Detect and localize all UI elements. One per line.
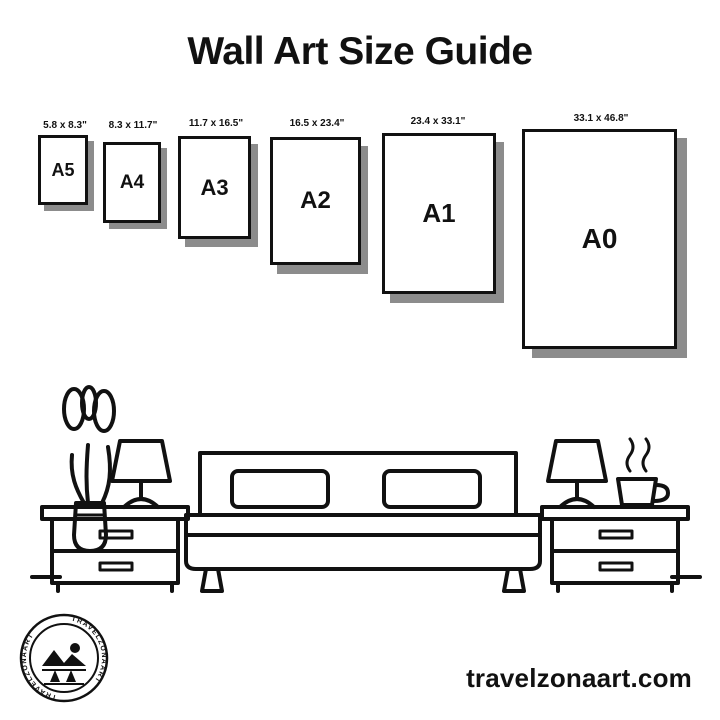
frame-label-a4: A4 <box>119 171 145 193</box>
right-table-lamp <box>548 441 606 507</box>
frame-dimensions-a2: 16.5 x 23.4" <box>289 118 345 129</box>
coffee-cup <box>618 439 668 505</box>
svg-text:TRAVELZONAART: TRAVELZONAART <box>70 615 108 685</box>
steam-right <box>643 439 649 471</box>
frame-label-a2: A2 <box>300 187 331 214</box>
drawer-handle-bottom-right <box>600 563 632 570</box>
frame-dimensions-a0: 33.1 x 46.8" <box>573 113 629 124</box>
left-table-lamp <box>112 441 170 507</box>
frame-a1 <box>382 133 496 294</box>
drawer-handle-top-right <box>600 531 632 538</box>
svg-text:TRAVELZONAART: TRAVELZONAART <box>20 631 58 701</box>
frame-a3 <box>178 136 251 239</box>
frame-a2 <box>270 137 361 265</box>
pillow-right <box>384 471 480 507</box>
drawer-handle-bottom-left <box>100 563 132 570</box>
website-url: travelzonaart.com <box>466 663 692 693</box>
steam-left <box>627 439 633 471</box>
right-nightstand <box>542 507 688 591</box>
bed-leg-right <box>504 569 524 591</box>
page-title: Wall Art Size Guide <box>187 30 533 73</box>
frame-size-row <box>0 110 720 400</box>
bedroom-scene <box>0 375 720 605</box>
frame-label-a3: A3 <box>200 174 229 200</box>
frame-dimensions-a3: 11.7 x 16.5" <box>188 118 244 129</box>
frame-label-a0: A0 <box>581 223 618 254</box>
brand-logo <box>18 612 110 704</box>
frame-a4 <box>103 142 161 223</box>
frame-label-a5: A5 <box>51 159 75 180</box>
frame-a5 <box>38 135 88 205</box>
bed-leg-left <box>202 569 222 591</box>
bed <box>186 453 540 591</box>
frame-a0 <box>522 129 677 349</box>
frame-dimensions-a5: 5.8 x 8.3" <box>43 120 87 131</box>
frame-dimensions-a1: 23.4 x 33.1" <box>410 116 466 127</box>
frame-label-a1: A1 <box>422 198 456 228</box>
left-nightstand <box>42 507 188 591</box>
vase-with-flowers <box>64 387 114 551</box>
bedroom-illustration <box>0 375 720 605</box>
pillow-left <box>232 471 328 507</box>
frame-dimensions-a4: 8.3 x 11.7" <box>108 120 158 131</box>
